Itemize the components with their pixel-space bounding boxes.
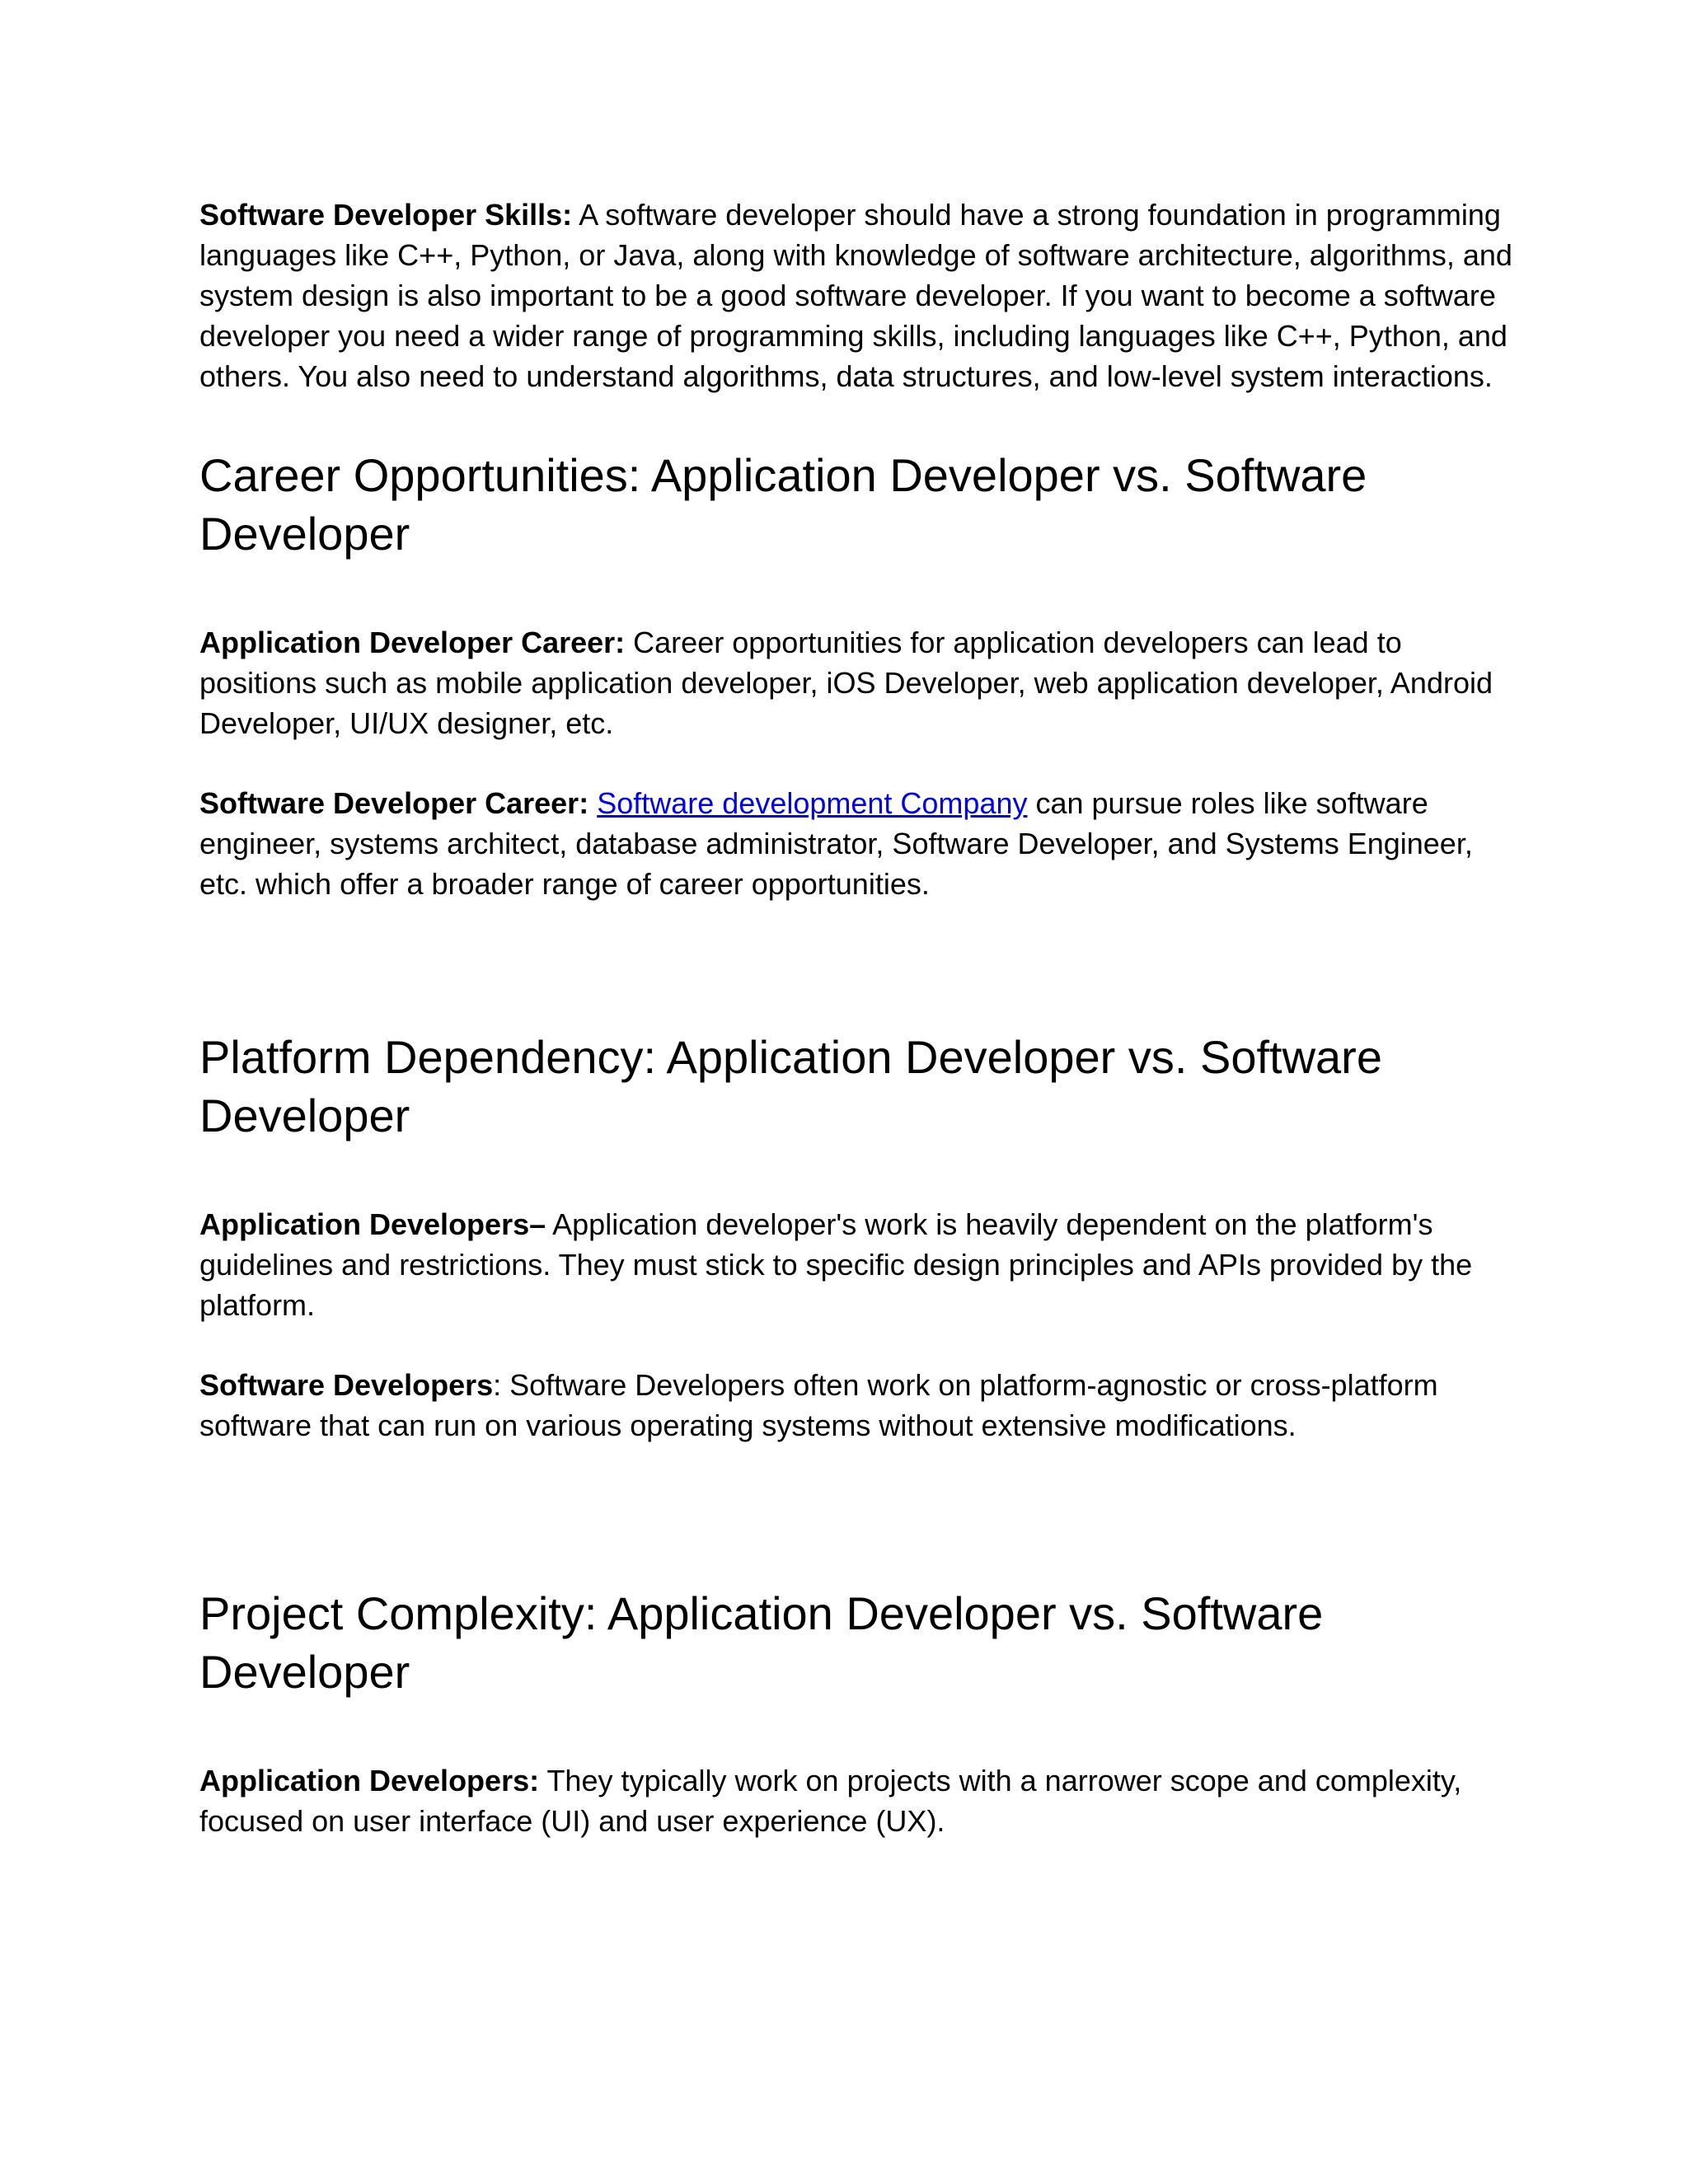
skills-text: A software developer should have a strong foundation in programming languages like C++, Python, or Java, along with knowledge of software architecture, algorithms, and system design is also important to be a good software developer. If you want to become a software developer you need a wider range of programming skills, including languages like C++, Python, and others. You also need to understand algorithms, data structures, and low-level system interactions. [199,198,1512,393]
platform-heading: Platform Dependency: Application Developer vs. Software Developer [199,1031,1382,1141]
complexity-heading: Project Complexity: Application Developer vs. Software Developer [199,1587,1324,1698]
app-platform-paragraph [199,1204,1518,1325]
app-complexity-paragraph [199,1760,1518,1841]
app-career-label: Application Developer Career: [199,626,626,659]
soft-career-paragraph [199,783,1518,904]
app-complexity-label: Application Developers: [199,1764,540,1797]
soft-career-label: Software Developer Career: [199,786,589,820]
career-heading: Career Opportunities: Application Developer vs. Software Developer [199,449,1367,560]
soft-career-text: can pursue roles like software engineer, systems architect, database administrator, Software Developer, and Systems Engineer, etc. which offer a broader range of career opportunities. [199,786,1473,901]
soft-platform-label: Software Developers [199,1368,494,1402]
document-page [199,194,1518,1841]
soft-platform-text: : Software Developers often work on platform-agnostic or cross-platform software that can run on various operating systems without extensive modifications. [199,1368,1438,1442]
app-platform-text: Application developer's work is heavily dependent on the platform's guidelines and restrictions. They must stick to specific design principles and APIs provided by the platform. [199,1207,1473,1322]
app-career-paragraph [199,622,1518,743]
software-development-company-link[interactable]: Software development Company [597,786,1028,820]
skills-label: Software Developer Skills: [199,198,573,232]
app-platform-label: Application Developers– [199,1207,546,1241]
skills-paragraph [199,194,1518,396]
soft-platform-paragraph [199,1365,1518,1446]
app-career-text: Career opportunities for application developers can lead to positions such as mobile application developer, iOS Developer, web application developer, Android Developer, UI/UX designer, etc. [199,626,1493,740]
app-complexity-text: They typically work on projects with a narrower scope and complexity, focused on user interface (UI) and user experience (UX). [199,1764,1462,1838]
